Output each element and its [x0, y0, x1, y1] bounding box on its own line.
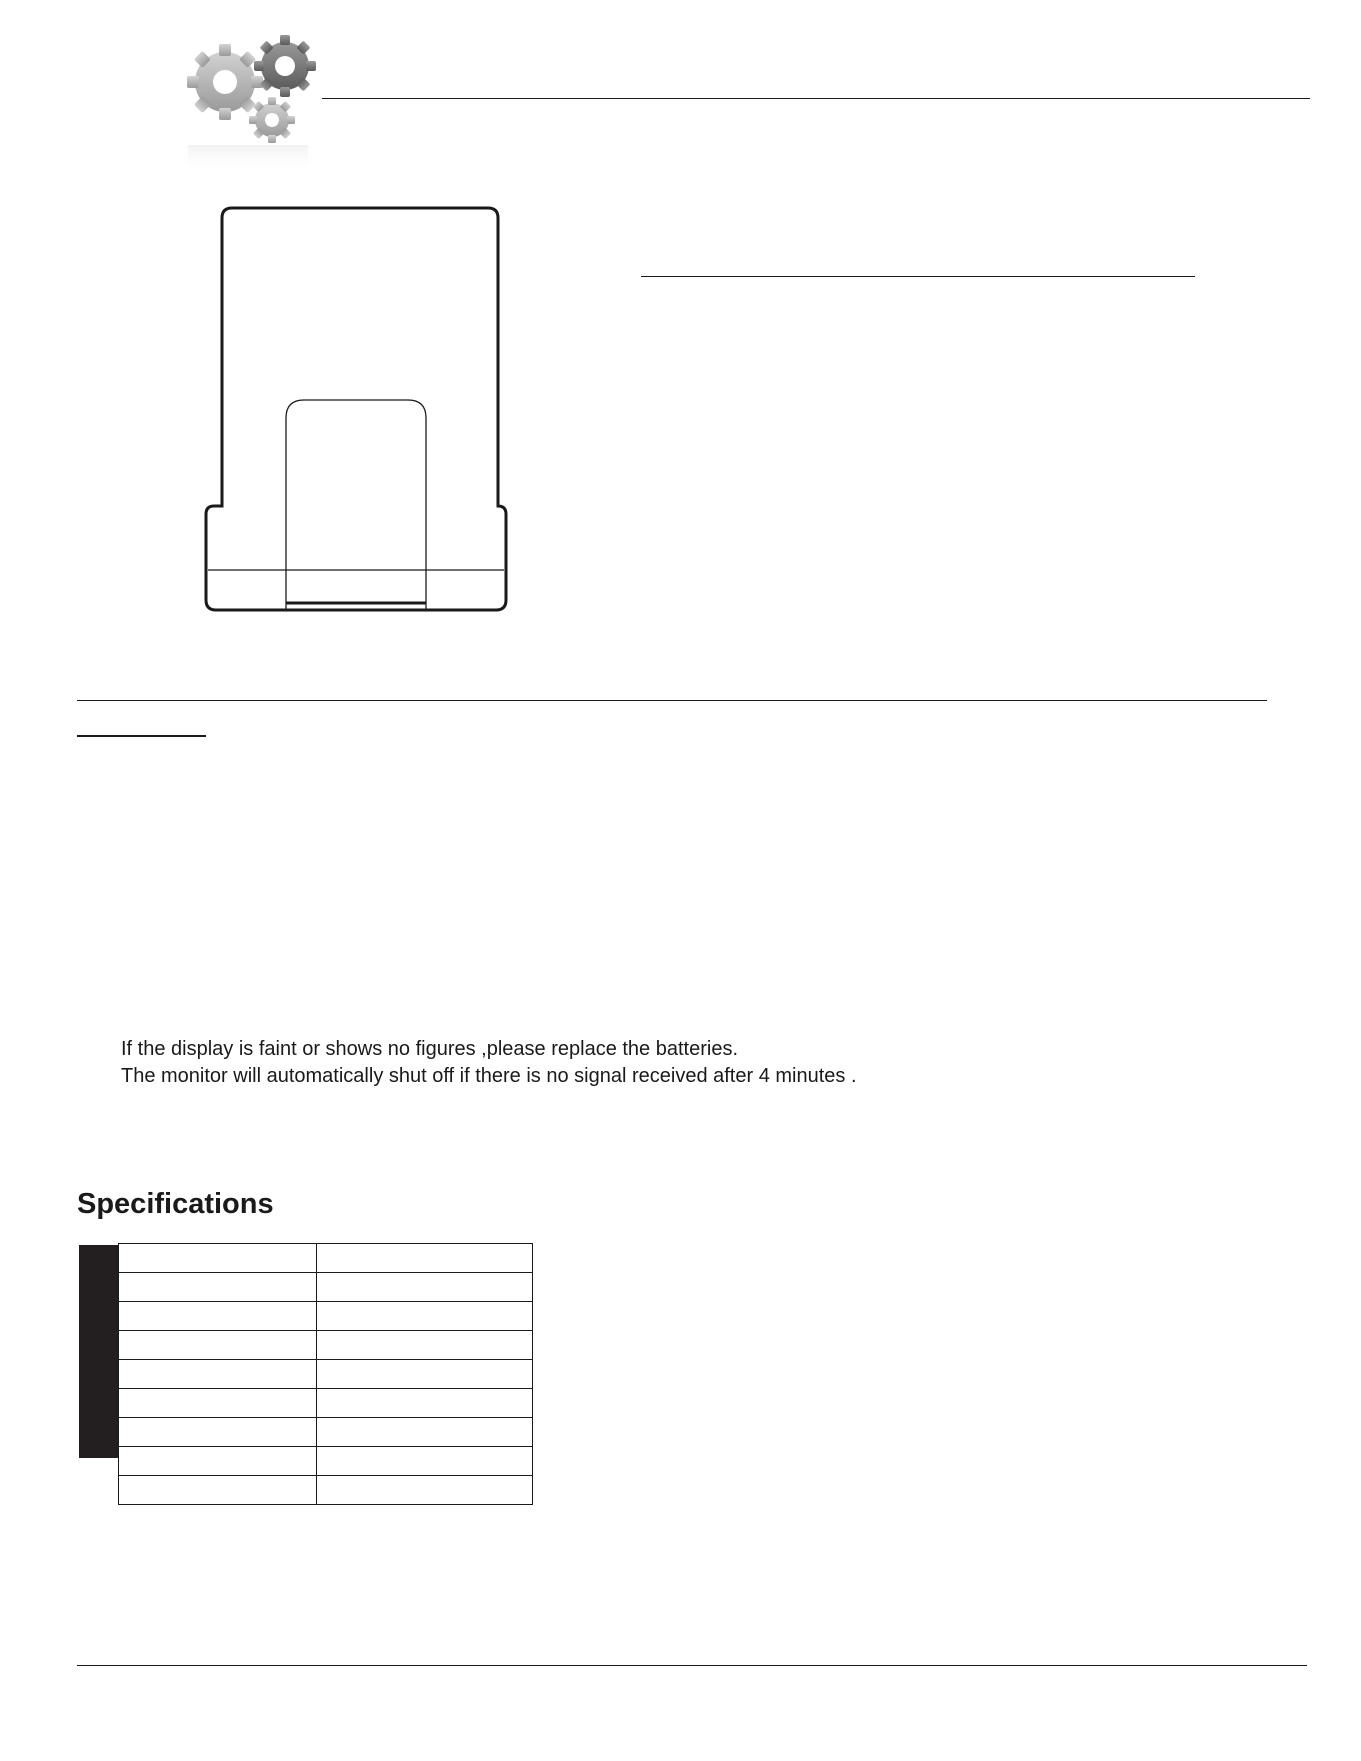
spec-key — [119, 1273, 317, 1302]
spec-value — [317, 1331, 533, 1360]
section-divider — [77, 700, 1267, 701]
battery-note: If the display is faint or shows no figures ,please replace the batteries. — [121, 1038, 739, 1060]
footer-rule — [77, 1665, 1307, 1666]
spec-row — [119, 1360, 533, 1389]
spec-row — [119, 1389, 533, 1418]
header-rule — [322, 98, 1310, 99]
spec-key — [119, 1389, 317, 1418]
specifications-side-bar — [79, 1245, 118, 1458]
spec-value — [317, 1302, 533, 1331]
spec-value — [317, 1447, 533, 1476]
spec-value — [317, 1389, 533, 1418]
spec-value — [317, 1273, 533, 1302]
caption-rule — [641, 276, 1195, 277]
spec-key — [119, 1302, 317, 1331]
spec-row — [119, 1447, 533, 1476]
spec-row — [119, 1331, 533, 1360]
spec-value — [317, 1476, 533, 1505]
auto-off-note: The monitor will automatically shut off if there is no signal received after 4 minutes . — [121, 1065, 857, 1087]
spec-key — [119, 1447, 317, 1476]
spec-value — [317, 1418, 533, 1447]
gears-icon — [180, 30, 330, 180]
spec-value — [317, 1360, 533, 1389]
spec-row — [119, 1273, 533, 1302]
spec-row — [119, 1244, 533, 1273]
spec-key — [119, 1331, 317, 1360]
spec-value — [317, 1244, 533, 1273]
specifications-table — [118, 1243, 533, 1505]
spec-row — [119, 1476, 533, 1505]
spec-key — [119, 1244, 317, 1273]
spec-key — [119, 1418, 317, 1447]
specifications-title: Specifications — [77, 1188, 274, 1220]
section-heading-underline — [77, 735, 206, 737]
spec-key — [119, 1476, 317, 1505]
spec-row — [119, 1418, 533, 1447]
spec-row — [119, 1302, 533, 1331]
spec-key — [119, 1360, 317, 1389]
device-back-illustration — [200, 200, 512, 620]
